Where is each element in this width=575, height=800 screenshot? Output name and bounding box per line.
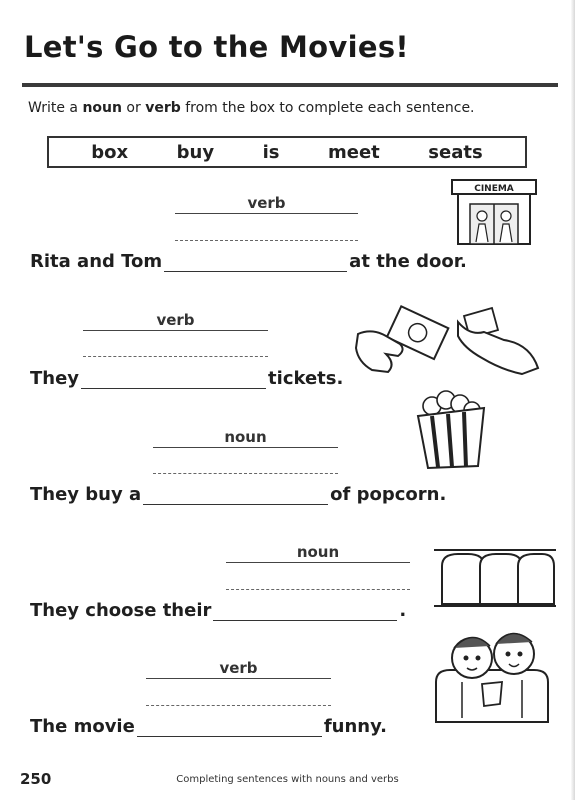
footer-caption: Completing sentences with nouns and verbs [176, 774, 399, 785]
answer-text: verb [219, 659, 258, 677]
sentence-after: . [399, 600, 407, 621]
instruction-prefix: Write a [28, 100, 83, 116]
sentence-before: They [30, 368, 80, 389]
sentence-before: The movie [30, 716, 135, 737]
sentence-blank[interactable] [164, 257, 347, 272]
sentence-blank[interactable] [143, 490, 328, 505]
page-number: 250 [20, 770, 52, 788]
dashed-guide-line [226, 589, 410, 590]
writing-line [226, 562, 410, 563]
theater-seats-illustration [434, 546, 556, 612]
money-and-tickets-illustration [352, 300, 542, 388]
answer-text: noun [224, 428, 267, 446]
sentence-1 [30, 251, 467, 272]
sentence-after: of popcorn. [330, 484, 447, 505]
dashed-guide-line [146, 705, 331, 706]
sentence-after: funny. [323, 716, 388, 737]
cinema-sign-text: CINEMA [474, 184, 514, 194]
sentence-2 [30, 368, 343, 389]
sentence-3 [30, 484, 446, 505]
sentence-5 [30, 716, 387, 737]
word-bank-item: box [91, 141, 129, 163]
title-rule [22, 83, 558, 87]
writing-line [83, 330, 268, 331]
popcorn-box-illustration [412, 388, 492, 470]
sentence-blank[interactable] [137, 722, 322, 737]
sentence-before: They choose their [30, 600, 212, 621]
dashed-guide-line [83, 356, 268, 357]
instruction-noun: noun [82, 100, 122, 116]
sentence-before: They buy a [30, 484, 142, 505]
answer-text: noun [296, 543, 340, 561]
word-bank-item: is [262, 141, 280, 163]
cinema-building-illustration [448, 178, 540, 248]
page-edge-shadow [571, 0, 575, 800]
sentence-blank[interactable] [213, 606, 397, 621]
dashed-guide-line [153, 473, 338, 474]
instruction-text [28, 100, 475, 116]
page-title: Let's Go to the Movies! [24, 30, 409, 64]
word-bank-item: buy [176, 141, 215, 163]
answer-text: verb [247, 194, 286, 212]
instruction-verb: verb [145, 100, 181, 116]
dashed-guide-line [175, 240, 358, 241]
instruction-suffix: from the box to complete each sentence. [180, 100, 475, 116]
writing-line [175, 213, 358, 214]
answer-text: verb [156, 311, 195, 329]
word-bank-item: meet [328, 141, 380, 163]
writing-line [146, 678, 331, 679]
writing-line [153, 447, 338, 448]
word-bank [47, 136, 527, 168]
word-bank-item: seats [428, 141, 483, 163]
sentence-4 [30, 600, 406, 621]
sentence-blank[interactable] [81, 374, 266, 389]
instruction-middle: or [121, 100, 146, 116]
sentence-before: Rita and Tom [30, 251, 163, 272]
sentence-after: tickets. [268, 368, 344, 389]
sentence-after: at the door. [349, 251, 467, 272]
kids-watching-movie-illustration [432, 622, 552, 728]
